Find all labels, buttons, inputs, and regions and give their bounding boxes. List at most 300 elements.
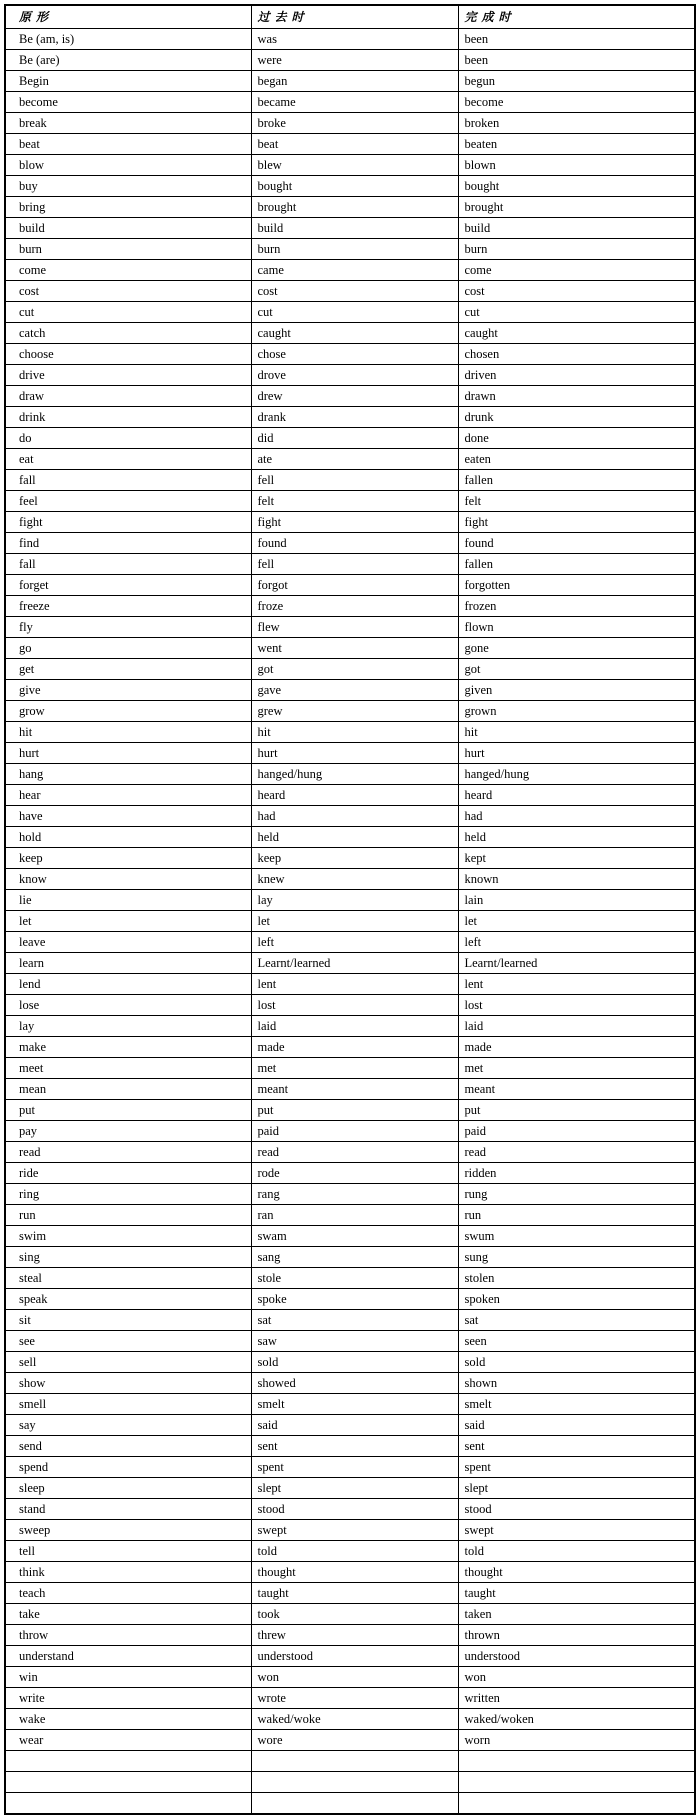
- table-cell: write: [5, 1688, 251, 1709]
- table-cell: burn: [5, 239, 251, 260]
- table-row: [5, 1226, 695, 1247]
- table-cell: ride: [5, 1163, 251, 1184]
- table-cell: lay: [251, 890, 458, 911]
- table-cell: gone: [458, 638, 695, 659]
- table-cell: fallen: [458, 554, 695, 575]
- table-cell: forget: [5, 575, 251, 596]
- table-cell: waked/woke: [251, 1709, 458, 1730]
- table-row: [5, 1394, 695, 1415]
- table-cell: spend: [5, 1457, 251, 1478]
- table-cell: told: [458, 1541, 695, 1562]
- table-row: [5, 1142, 695, 1163]
- table-row: [5, 29, 695, 50]
- table-cell: won: [251, 1667, 458, 1688]
- table-cell: hanged/hung: [458, 764, 695, 785]
- table-cell: [251, 1772, 458, 1793]
- table-cell: buy: [5, 176, 251, 197]
- table-cell: left: [251, 932, 458, 953]
- table-cell: held: [251, 827, 458, 848]
- table-cell: beat: [5, 134, 251, 155]
- table-cell: got: [458, 659, 695, 680]
- table-cell: do: [5, 428, 251, 449]
- header-perfect-tense: 完成时: [458, 5, 695, 29]
- table-cell: stood: [251, 1499, 458, 1520]
- table-row: [5, 764, 695, 785]
- table-cell: put: [458, 1100, 695, 1121]
- table-row: [5, 449, 695, 470]
- table-cell: broke: [251, 113, 458, 134]
- table-cell: spent: [458, 1457, 695, 1478]
- table-cell: [458, 1772, 695, 1793]
- table-cell: sent: [458, 1436, 695, 1457]
- table-cell: grow: [5, 701, 251, 722]
- table-cell: caught: [458, 323, 695, 344]
- table-cell: sold: [251, 1352, 458, 1373]
- header-past-tense: 过去时: [251, 5, 458, 29]
- table-row: [5, 113, 695, 134]
- table-cell: gave: [251, 680, 458, 701]
- table-cell: see: [5, 1331, 251, 1352]
- table-cell: blew: [251, 155, 458, 176]
- table-cell: been: [458, 29, 695, 50]
- table-cell: hang: [5, 764, 251, 785]
- table-row: [5, 1247, 695, 1268]
- table-cell: bought: [458, 176, 695, 197]
- table-cell: begun: [458, 71, 695, 92]
- table-cell: bought: [251, 176, 458, 197]
- table-row: [5, 1373, 695, 1394]
- table-cell: wore: [251, 1730, 458, 1751]
- table-row: [5, 239, 695, 260]
- table-cell: waked/woken: [458, 1709, 695, 1730]
- table-cell: swept: [458, 1520, 695, 1541]
- table-cell: taught: [458, 1583, 695, 1604]
- table-cell: feel: [5, 491, 251, 512]
- table-row: [5, 1457, 695, 1478]
- table-cell: Learnt/learned: [458, 953, 695, 974]
- table-row: [5, 1667, 695, 1688]
- table-row: [5, 1352, 695, 1373]
- table-cell: learn: [5, 953, 251, 974]
- table-row: [5, 1751, 695, 1772]
- table-cell: ate: [251, 449, 458, 470]
- table-cell: meant: [458, 1079, 695, 1100]
- table-cell: keep: [251, 848, 458, 869]
- table-row: [5, 1646, 695, 1667]
- table-cell: go: [5, 638, 251, 659]
- table-row: [5, 575, 695, 596]
- table-cell: sold: [458, 1352, 695, 1373]
- table-cell: give: [5, 680, 251, 701]
- table-cell: fallen: [458, 470, 695, 491]
- table-cell: was: [251, 29, 458, 50]
- table-cell: cut: [458, 302, 695, 323]
- table-cell: blow: [5, 155, 251, 176]
- table-cell: read: [5, 1142, 251, 1163]
- table-cell: Begin: [5, 71, 251, 92]
- verb-table-body: [5, 29, 695, 1815]
- table-row: [5, 512, 695, 533]
- table-cell: made: [251, 1037, 458, 1058]
- table-row: [5, 1520, 695, 1541]
- table-row: [5, 617, 695, 638]
- table-cell: put: [5, 1100, 251, 1121]
- table-row: [5, 953, 695, 974]
- table-row: [5, 323, 695, 344]
- table-cell: understand: [5, 1646, 251, 1667]
- header-row: [5, 5, 695, 29]
- table-cell: swim: [5, 1226, 251, 1247]
- table-row: [5, 596, 695, 617]
- header-base-form: 原形: [5, 5, 251, 29]
- table-cell: blown: [458, 155, 695, 176]
- table-cell: fall: [5, 554, 251, 575]
- table-cell: been: [458, 50, 695, 71]
- table-cell: ran: [251, 1205, 458, 1226]
- table-cell: taken: [458, 1604, 695, 1625]
- table-cell: found: [458, 533, 695, 554]
- table-cell: keep: [5, 848, 251, 869]
- table-cell: send: [5, 1436, 251, 1457]
- table-cell: saw: [251, 1331, 458, 1352]
- table-cell: swam: [251, 1226, 458, 1247]
- table-cell: won: [458, 1667, 695, 1688]
- table-cell: meet: [5, 1058, 251, 1079]
- table-row: [5, 1310, 695, 1331]
- table-cell: did: [251, 428, 458, 449]
- table-cell: drove: [251, 365, 458, 386]
- table-cell: drawn: [458, 386, 695, 407]
- table-cell: heard: [251, 785, 458, 806]
- table-row: [5, 1562, 695, 1583]
- table-cell: catch: [5, 323, 251, 344]
- table-cell: came: [251, 260, 458, 281]
- table-cell: given: [458, 680, 695, 701]
- table-cell: build: [458, 218, 695, 239]
- table-cell: were: [251, 50, 458, 71]
- table-cell: fight: [458, 512, 695, 533]
- table-cell: stood: [458, 1499, 695, 1520]
- table-cell: sleep: [5, 1478, 251, 1499]
- table-cell: left: [458, 932, 695, 953]
- table-cell: written: [458, 1688, 695, 1709]
- table-cell: hit: [458, 722, 695, 743]
- table-cell: spent: [251, 1457, 458, 1478]
- table-row: [5, 1079, 695, 1100]
- table-cell: meant: [251, 1079, 458, 1100]
- table-cell: [5, 1793, 251, 1815]
- table-cell: cost: [251, 281, 458, 302]
- table-cell: heard: [458, 785, 695, 806]
- table-cell: drank: [251, 407, 458, 428]
- table-cell: lose: [5, 995, 251, 1016]
- table-cell: run: [458, 1205, 695, 1226]
- table-row: [5, 848, 695, 869]
- table-cell: steal: [5, 1268, 251, 1289]
- table-row: [5, 1184, 695, 1205]
- table-cell: grown: [458, 701, 695, 722]
- table-cell: put: [251, 1100, 458, 1121]
- table-cell: [251, 1793, 458, 1815]
- table-cell: hit: [5, 722, 251, 743]
- table-row: [5, 869, 695, 890]
- table-cell: held: [458, 827, 695, 848]
- table-cell: fall: [5, 470, 251, 491]
- table-cell: met: [458, 1058, 695, 1079]
- table-row: [5, 260, 695, 281]
- table-row: [5, 155, 695, 176]
- table-row: [5, 743, 695, 764]
- table-row: [5, 1688, 695, 1709]
- table-row: [5, 302, 695, 323]
- table-cell: freeze: [5, 596, 251, 617]
- table-row: [5, 218, 695, 239]
- irregular-verbs-table: [4, 4, 696, 1815]
- table-row: [5, 1625, 695, 1646]
- table-row: [5, 344, 695, 365]
- table-cell: say: [5, 1415, 251, 1436]
- table-row: [5, 1331, 695, 1352]
- table-cell: mean: [5, 1079, 251, 1100]
- table-cell: fell: [251, 554, 458, 575]
- table-cell: paid: [251, 1121, 458, 1142]
- table-cell: hurt: [458, 743, 695, 764]
- verb-table-container: [4, 4, 695, 1815]
- table-cell: had: [251, 806, 458, 827]
- table-row: [5, 911, 695, 932]
- table-row: [5, 386, 695, 407]
- table-cell: thrown: [458, 1625, 695, 1646]
- table-row: [5, 1058, 695, 1079]
- table-row: [5, 1730, 695, 1751]
- table-cell: wear: [5, 1730, 251, 1751]
- table-cell: eaten: [458, 449, 695, 470]
- table-cell: know: [5, 869, 251, 890]
- table-cell: swum: [458, 1226, 695, 1247]
- table-cell: stolen: [458, 1268, 695, 1289]
- table-row: [5, 470, 695, 491]
- table-cell: leave: [5, 932, 251, 953]
- table-cell: rang: [251, 1184, 458, 1205]
- table-cell: sent: [251, 1436, 458, 1457]
- table-cell: speak: [5, 1289, 251, 1310]
- table-cell: shown: [458, 1373, 695, 1394]
- table-row: [5, 1121, 695, 1142]
- table-row: [5, 197, 695, 218]
- table-cell: Be (are): [5, 50, 251, 71]
- table-cell: drunk: [458, 407, 695, 428]
- table-cell: sat: [458, 1310, 695, 1331]
- table-row: [5, 281, 695, 302]
- table-row: [5, 1583, 695, 1604]
- table-cell: became: [251, 92, 458, 113]
- table-cell: felt: [458, 491, 695, 512]
- table-row: [5, 365, 695, 386]
- table-row: [5, 92, 695, 113]
- table-row: [5, 491, 695, 512]
- table-row: [5, 932, 695, 953]
- table-row: [5, 1016, 695, 1037]
- table-cell: lost: [458, 995, 695, 1016]
- table-cell: slept: [458, 1478, 695, 1499]
- table-row: [5, 50, 695, 71]
- table-cell: hanged/hung: [251, 764, 458, 785]
- table-cell: thought: [251, 1562, 458, 1583]
- table-cell: forgotten: [458, 575, 695, 596]
- table-row: [5, 1772, 695, 1793]
- table-cell: sweep: [5, 1520, 251, 1541]
- table-row: [5, 659, 695, 680]
- table-cell: grew: [251, 701, 458, 722]
- table-cell: lie: [5, 890, 251, 911]
- table-row: [5, 1100, 695, 1121]
- table-cell: forgot: [251, 575, 458, 596]
- table-cell: ring: [5, 1184, 251, 1205]
- table-row: [5, 701, 695, 722]
- table-row: [5, 407, 695, 428]
- table-cell: swept: [251, 1520, 458, 1541]
- table-cell: pay: [5, 1121, 251, 1142]
- table-cell: win: [5, 1667, 251, 1688]
- table-cell: let: [5, 911, 251, 932]
- table-cell: slept: [251, 1478, 458, 1499]
- table-cell: chose: [251, 344, 458, 365]
- table-cell: had: [458, 806, 695, 827]
- table-row: [5, 1604, 695, 1625]
- table-cell: thought: [458, 1562, 695, 1583]
- table-cell: come: [458, 260, 695, 281]
- table-cell: Learnt/learned: [251, 953, 458, 974]
- table-cell: smell: [5, 1394, 251, 1415]
- table-cell: said: [251, 1415, 458, 1436]
- table-cell: done: [458, 428, 695, 449]
- table-cell: drive: [5, 365, 251, 386]
- table-row: [5, 533, 695, 554]
- table-cell: understood: [251, 1646, 458, 1667]
- table-cell: [458, 1751, 695, 1772]
- table-cell: showed: [251, 1373, 458, 1394]
- table-cell: choose: [5, 344, 251, 365]
- table-cell: felt: [251, 491, 458, 512]
- table-cell: chosen: [458, 344, 695, 365]
- table-cell: become: [5, 92, 251, 113]
- table-cell: find: [5, 533, 251, 554]
- table-cell: rung: [458, 1184, 695, 1205]
- table-cell: build: [5, 218, 251, 239]
- table-row: [5, 722, 695, 743]
- table-row: [5, 554, 695, 575]
- table-cell: kept: [458, 848, 695, 869]
- table-cell: have: [5, 806, 251, 827]
- table-cell: come: [5, 260, 251, 281]
- table-cell: fell: [251, 470, 458, 491]
- table-cell: teach: [5, 1583, 251, 1604]
- table-cell: wrote: [251, 1688, 458, 1709]
- table-cell: bring: [5, 197, 251, 218]
- table-cell: sing: [5, 1247, 251, 1268]
- table-cell: [458, 1793, 695, 1815]
- table-cell: lent: [458, 974, 695, 995]
- table-cell: stole: [251, 1268, 458, 1289]
- table-row: [5, 974, 695, 995]
- table-cell: went: [251, 638, 458, 659]
- table-row: [5, 680, 695, 701]
- table-cell: worn: [458, 1730, 695, 1751]
- table-cell: think: [5, 1562, 251, 1583]
- table-cell: Be (am, is): [5, 29, 251, 50]
- table-cell: sang: [251, 1247, 458, 1268]
- table-cell: hear: [5, 785, 251, 806]
- table-cell: found: [251, 533, 458, 554]
- table-row: [5, 638, 695, 659]
- table-cell: read: [251, 1142, 458, 1163]
- table-cell: [5, 1751, 251, 1772]
- table-cell: stand: [5, 1499, 251, 1520]
- table-cell: take: [5, 1604, 251, 1625]
- table-cell: hold: [5, 827, 251, 848]
- table-cell: drew: [251, 386, 458, 407]
- table-cell: sung: [458, 1247, 695, 1268]
- table-cell: fight: [5, 512, 251, 533]
- table-cell: sat: [251, 1310, 458, 1331]
- table-cell: told: [251, 1541, 458, 1562]
- table-cell: read: [458, 1142, 695, 1163]
- table-cell: drink: [5, 407, 251, 428]
- table-cell: smelt: [458, 1394, 695, 1415]
- table-row: [5, 134, 695, 155]
- table-cell: sell: [5, 1352, 251, 1373]
- table-cell: smelt: [251, 1394, 458, 1415]
- table-cell: let: [251, 911, 458, 932]
- table-cell: throw: [5, 1625, 251, 1646]
- table-row: [5, 1436, 695, 1457]
- table-row: [5, 806, 695, 827]
- table-cell: flown: [458, 617, 695, 638]
- table-row: [5, 1037, 695, 1058]
- table-cell: break: [5, 113, 251, 134]
- table-cell: get: [5, 659, 251, 680]
- table-cell: cut: [5, 302, 251, 323]
- table-row: [5, 785, 695, 806]
- table-cell: caught: [251, 323, 458, 344]
- table-cell: show: [5, 1373, 251, 1394]
- table-cell: driven: [458, 365, 695, 386]
- table-row: [5, 890, 695, 911]
- table-cell: flew: [251, 617, 458, 638]
- table-row: [5, 1289, 695, 1310]
- table-cell: become: [458, 92, 695, 113]
- table-cell: understood: [458, 1646, 695, 1667]
- table-cell: spoke: [251, 1289, 458, 1310]
- table-cell: hurt: [251, 743, 458, 764]
- table-cell: let: [458, 911, 695, 932]
- table-cell: beaten: [458, 134, 695, 155]
- table-cell: met: [251, 1058, 458, 1079]
- table-cell: burn: [458, 239, 695, 260]
- table-cell: taught: [251, 1583, 458, 1604]
- table-cell: rode: [251, 1163, 458, 1184]
- table-cell: laid: [458, 1016, 695, 1037]
- table-cell: got: [251, 659, 458, 680]
- table-cell: began: [251, 71, 458, 92]
- table-cell: known: [458, 869, 695, 890]
- table-cell: lain: [458, 890, 695, 911]
- table-cell: said: [458, 1415, 695, 1436]
- table-cell: cost: [458, 281, 695, 302]
- table-cell: brought: [251, 197, 458, 218]
- table-cell: made: [458, 1037, 695, 1058]
- table-cell: paid: [458, 1121, 695, 1142]
